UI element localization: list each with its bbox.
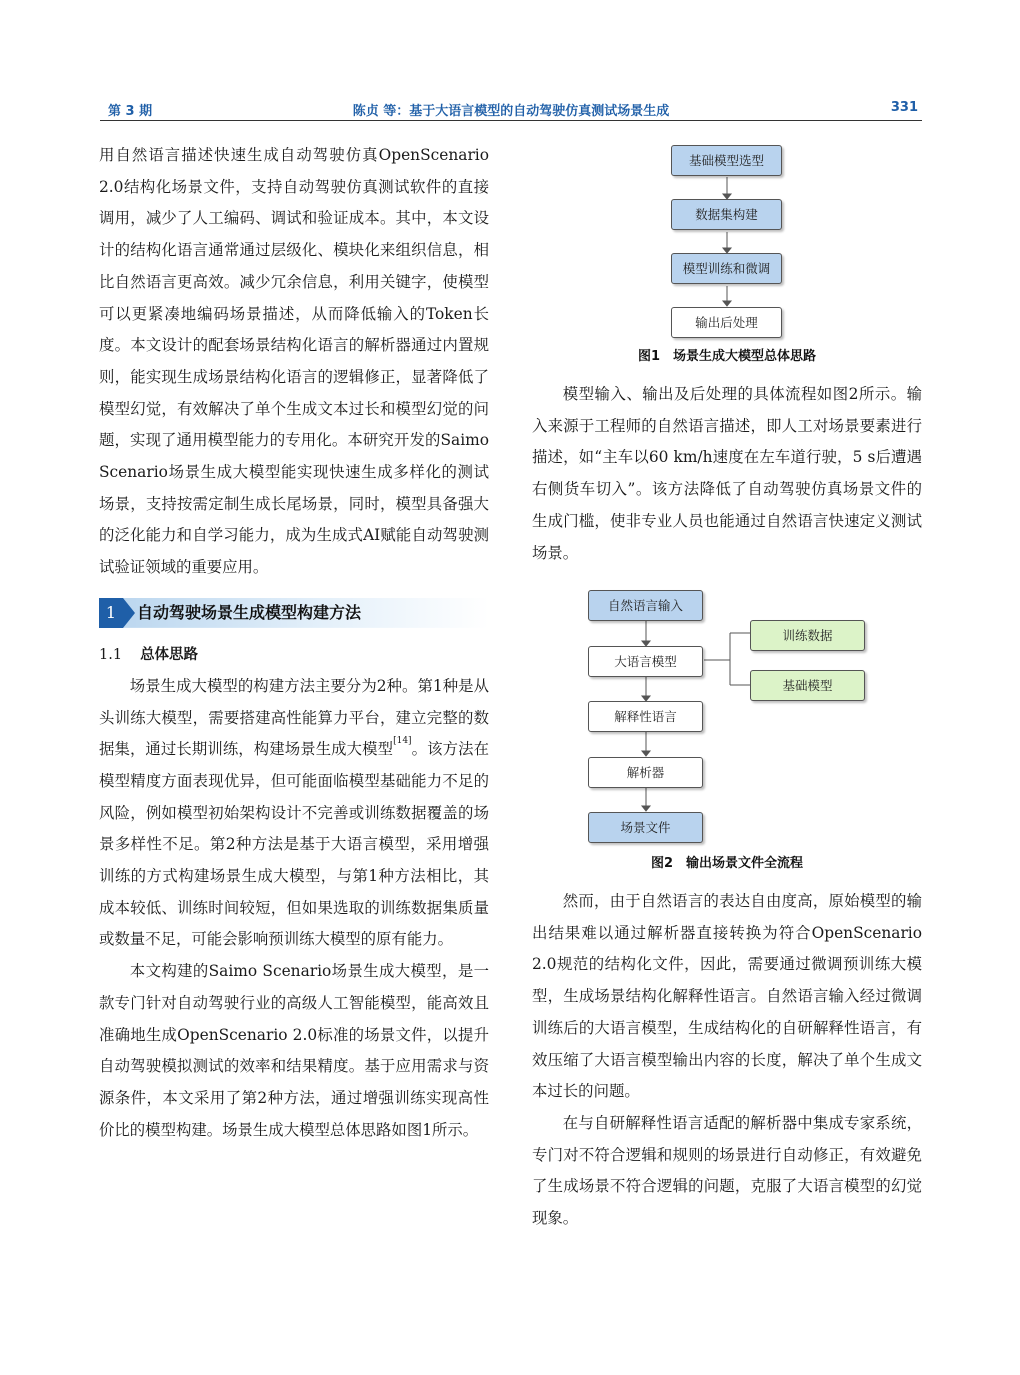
- paragraph-text: 场景生成大模型的构建方法主要分为2种。第1种是从头训练大模型，需要搭建高性能算力平台，建立完整的数据集，通过长期训练，构建场景生成大模型: [99, 676, 489, 759]
- section-arrow: [123, 598, 135, 628]
- right-column-bottom: [532, 886, 922, 1235]
- flow-box-parser: 解析器: [588, 757, 703, 788]
- running-header: [100, 96, 922, 121]
- issue-number: 第 3 期: [108, 104, 153, 119]
- flow-box-training: 模型训练和微调: [671, 253, 782, 284]
- flow-box-nl-input: 自然语言输入: [588, 590, 703, 621]
- flow-box-model-selection: 基础模型选型: [671, 145, 782, 176]
- flow-box-dataset: 数据集构建: [671, 199, 782, 230]
- paragraph: 然而，由于自然语言的表达自由度高，原始模型的输出结果难以通过解析器直接转换为符合OpenScenario 2.0规范的结构化文件，因此，需要通过微调预训练大模型，生成场景结构化解释性语言。自然语言输入经过微调训练后的大语言模型，生成结构化的自研解释性语言，有效压缩了大语言模型输出内容的长度，解决了单个生成文本过长的问题。: [532, 892, 922, 1101]
- running-title: 陈贞 等：基于大语言模型的自动驾驶仿真测试场景生成: [352, 104, 670, 119]
- citation-ref: [14]: [393, 736, 412, 747]
- right-column-top: [532, 379, 922, 569]
- section-title: 自动驾驶场景生成模型构建方法: [137, 602, 362, 622]
- paragraph: 用自然语言描述快速生成自动驾驶仿真OpenScenario 2.0结构化场景文件，支持自动驾驶仿真测试软件的直接调用，减少了人工编码、调试和验证成本。其中，本文设计的结构化语言通常通过层级化、模块化来组织信息，相比自然语言更高效。减少冗余信息，利用关键字，使模型可以更紧凑地编码场景描述，从而降低输入的Token长度。本文设计的配套场景结构化语言的解析器通过内置规则，能实现生成场景结构化语言的逻辑修正，显著降低了模型幻觉，有效解决了单个生成文本过长和模型幻觉的问题，实现了通用模型能力的专用化。本研究开发的Saimo Scenario场景生成大模型能实现快速生成多样化的测试场景，支持按需定制生成长尾场景，同时，模型具备强大的泛化能力和自学习能力，成为生成式AI赋能自动驾驶测试验证领域的重要应用。: [99, 146, 489, 577]
- subsection-number: 1.1: [99, 646, 123, 663]
- paragraph-text: 。该方法在模型精度方面表现优异，但可能面临模型基础能力不足的风险，例如模型初始架构设计不完善或训练数据覆盖的场景多样性不足。第2种方法是基于大语言模型，采用增强训练的方式构建场景生成大模型，与第1种方法相比，其成本较低、训练时间较短，但如果选取的训练数据集质量或数量不足，可能会影响预训练大模型的原有能力。: [99, 740, 489, 949]
- section-number: 1: [99, 598, 123, 628]
- left-column: [99, 140, 489, 1146]
- paragraph: 本文构建的Saimo Scenario场景生成大模型，是一款专门针对自动驾驶行业的高级人工智能模型，能高效且准确地生成OpenScenario 2.0标准的场景文件，以提升自动驾驶模拟测试的效率和结果精度。基于应用需求与资源条件，本文采用了第2种方法，通过增强训练实现高性价比的模型构建。场景生成大模型总体思路如图1所示。: [99, 962, 489, 1139]
- subsection-heading: [99, 640, 489, 671]
- flow-box-llm: 大语言模型: [588, 646, 703, 677]
- flow-box-lang: 解释性语言: [588, 701, 703, 732]
- section-heading: [99, 598, 489, 628]
- page-number: 331: [890, 100, 918, 115]
- flow-box-base-model: 基础模型: [750, 670, 865, 701]
- figure-1-caption: 图1 场景生成大模型总体思路: [637, 349, 817, 364]
- paragraph: 在与自研解释性语言适配的解析器中集成专家系统，专门对不符合逻辑和规则的场景进行自动修正，有效避免了生成场景不符合逻辑的问题，克服了大语言模型的幻觉现象。: [532, 1113, 922, 1228]
- figure-2-caption: 图2 输出场景文件全流程: [650, 856, 804, 871]
- flow-box-train-data: 训练数据: [750, 620, 865, 651]
- subsection-title: 总体思路: [140, 646, 199, 663]
- paragraph: [99, 671, 489, 956]
- paragraph: 模型输入、输出及后处理的具体流程如图2所示。输入来源于工程师的自然语言描述，即人工对场景要素进行描述，如“主车以60 km/h速度在左车道行驶，5 s后遭遇右侧货车切入”。该方法降低了自动驾驶仿真场景文件的生成门槛，使非专业人员也能通过自然语言快速定义测试场景。: [532, 385, 922, 562]
- flow-box-postprocess: 输出后处理: [671, 307, 782, 338]
- flow-box-scene-file: 场景文件: [588, 812, 703, 843]
